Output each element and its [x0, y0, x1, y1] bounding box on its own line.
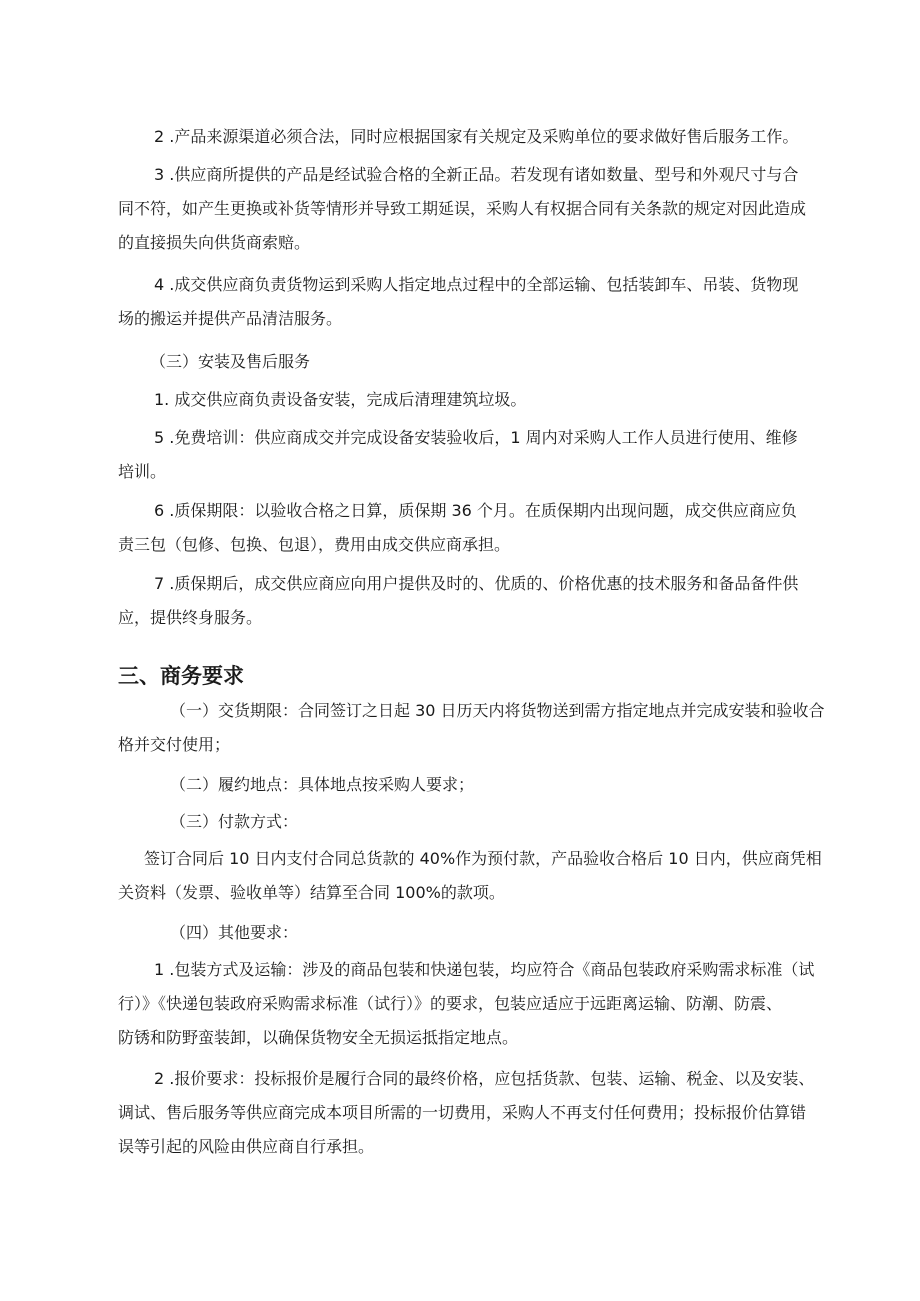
paragraph-line: 误等引起的风险由供应商自行承担。	[118, 1137, 375, 1156]
paragraph-line: 5 .免费培训：供应商成交并完成设备安装验收后，1 周内对采购人工作人员进行使用、维修	[154, 428, 798, 447]
paragraph-quotation	[118, 1062, 814, 1164]
paragraph-delivery	[118, 694, 825, 762]
paragraph-line: 1. 成交供应商负责设备安装，完成后清理建筑垃圾。	[154, 390, 527, 409]
paragraph-item-3	[118, 158, 806, 260]
paragraph-line: 签订合同后 10 日内支付合同总货款的 40%作为预付款，产品验收合格后 10 日内，供应商凭相	[144, 849, 822, 868]
section-heading: 三、商务要求	[118, 664, 244, 688]
paragraph-line: 行）》《快递包装政府采购需求标准（试行）》的要求，包装应适应于远距离运输、防潮、防震、	[118, 994, 783, 1013]
paragraph-line: 调试、售后服务等供应商完成本项目所需的一切费用，采购人不再支付任何费用；投标报价估算错	[118, 1103, 807, 1122]
paragraph-packaging	[118, 953, 814, 1055]
paragraph-line: （一）交货期限：合同签订之日起 30 日历天内将货物送到需方指定地点并完成安装和验收合	[170, 701, 825, 720]
paragraph-line: （三）安装及售后服务	[150, 352, 311, 371]
paragraph-item-4	[118, 268, 798, 336]
paragraph-line: （四）其他要求：	[170, 923, 299, 942]
paragraph-item-2	[154, 120, 798, 154]
paragraph-item-5	[118, 421, 798, 489]
paragraph-line: 培训。	[118, 462, 167, 481]
paragraph-line: 场的搬运并提供产品清洁服务。	[118, 309, 343, 328]
paragraph-line: （三）付款方式：	[170, 812, 299, 831]
paragraph-line: 的直接损失向供货商索赔。	[118, 233, 311, 252]
paragraph-line: 同不符，如产生更换或补货等情形并导致工期延误，采购人有权据合同有关条款的规定对因此造成	[118, 199, 807, 218]
paragraph-item-7	[118, 567, 798, 635]
paragraph-line: 应，提供终身服务。	[118, 608, 263, 627]
subheading-installation	[150, 345, 310, 379]
paragraph-line: 7 .质保期后，成交供应商应向用户提供及时的、优质的、价格优惠的技术服务和备品备件供	[154, 574, 799, 593]
paragraph-line: 责三包（包修、包换、包退），费用由成交供应商承担。	[118, 535, 511, 554]
paragraph-line: 防锈和防野蛮装卸，以确保货物安全无损运抵指定地点。	[118, 1028, 519, 1047]
paragraph-payment-heading	[170, 805, 298, 839]
paragraph-line: 2 .报价要求：投标报价是履行合同的最终价格，应包括货款、包装、运输、税金、以及安装、	[154, 1069, 815, 1088]
paragraph-line: 2 .产品来源渠道必须合法，同时应根据国家有关规定及采购单位的要求做好售后服务工作。	[154, 127, 799, 146]
paragraph-line: 3 .供应商所提供的产品是经试验合格的全新正品。若发现有诸如数量、型号和外观尺寸与合	[154, 165, 799, 184]
paragraph-line: 4 .成交供应商负责货物运到采购人指定地点过程中的全部运输、包括装卸车、吊装、货物现	[154, 275, 799, 294]
paragraph-other-heading	[170, 916, 298, 950]
paragraph-location	[170, 768, 474, 802]
paragraph-line: 1 .包装方式及运输：涉及的商品包装和快递包装，均应符合《商品包装政府采购需求标准（试	[154, 960, 815, 979]
paragraph-item-6	[118, 494, 797, 562]
paragraph-line: 6 .质保期限：以验收合格之日算，质保期 36 个月。在质保期内出现问题，成交供应商应负	[154, 501, 797, 520]
paragraph-line: （二）履约地点：具体地点按采购人要求；	[170, 775, 475, 794]
paragraph-line: 关资料（发票、验收单等）结算至合同 100%的款项。	[118, 883, 505, 902]
paragraph-install-1	[154, 383, 526, 417]
paragraph-payment	[118, 842, 822, 910]
paragraph-line: 格并交付使用；	[118, 735, 231, 754]
